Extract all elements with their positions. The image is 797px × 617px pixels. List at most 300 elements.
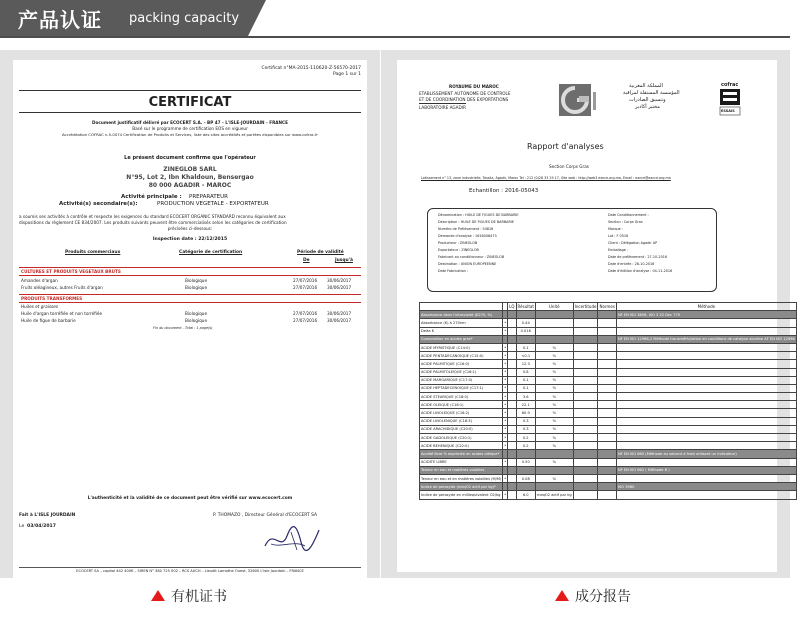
results-header-cell <box>420 303 503 311</box>
cofrac-label: cofrac <box>721 82 739 88</box>
header-title-cn: 产品认证 <box>18 8 102 32</box>
signature-image <box>261 522 323 556</box>
org-line-2: ETABLISSEMENT AUTONOME DE CONTROLE <box>419 91 511 96</box>
results-cell <box>598 409 616 417</box>
cert-basis: Basé sur le programme de certification EOS en vigueur <box>132 126 248 131</box>
report-address: Lotissement n° 13, zone industrielle, Tassila, Agadir, Maroc Tel : 212 (0)28 33 29 17, Site web : http://web3.eacce.org.ma, Email : eacce@eacce.org.ma <box>421 176 671 180</box>
secondary-activity: PRODUCTION VEGETALE - EXPORTATEUR <box>157 201 269 207</box>
header-banner <box>0 0 790 36</box>
results-cell <box>516 311 535 319</box>
results-cell <box>616 384 796 392</box>
results-cell: 0.1 <box>516 384 535 392</box>
results-cell: Teneur en eau et en matières volatiles (M/M) <box>420 474 503 482</box>
results-cell: ACIDE MARGARIQUE (C17:0) <box>420 376 503 384</box>
results-cell <box>508 393 516 401</box>
results-cell: 22.1 <box>516 401 535 409</box>
results-cell <box>573 417 598 425</box>
info-line: Fabricant ou conditionneur : ZINEGLOB <box>438 255 505 259</box>
row-to: 30/06/2017 <box>327 285 352 290</box>
results-cell <box>573 352 598 360</box>
results-row <box>420 483 797 491</box>
info-line: Emballage : <box>608 248 629 252</box>
results-cell <box>598 343 616 351</box>
results-cell <box>616 425 796 433</box>
info-line: Date d'édition d'analyse : 04-11-2016 <box>608 269 673 273</box>
results-cell <box>573 319 598 327</box>
certificate-document[interactable] <box>13 60 367 578</box>
triangle-icon <box>555 590 569 601</box>
results-cell <box>573 393 598 401</box>
results-cell: % <box>535 393 573 401</box>
results-cell <box>573 335 598 343</box>
col-category: Catégorie de certification <box>179 250 243 255</box>
info-line: Date Conditionnement : <box>608 213 649 217</box>
results-cell <box>508 474 516 482</box>
operator-address-1: N°95, Lot 2, Ibn Khaldoun, Bensergao <box>126 174 254 181</box>
results-cell: % <box>535 417 573 425</box>
results-cell <box>516 483 535 491</box>
results-cell <box>598 335 616 343</box>
results-cell <box>535 311 573 319</box>
secondary-activity-label: Activité(s) secondaire(s): <box>59 201 138 207</box>
results-row <box>420 450 797 458</box>
results-row <box>420 466 797 474</box>
results-cell: Indice de peroxyde (meqO2 actif par kg)* <box>420 483 503 491</box>
results-cell <box>598 393 616 401</box>
header-divider <box>0 36 790 38</box>
operator-name: ZINEGLOB SARL <box>163 166 217 173</box>
results-cell <box>598 401 616 409</box>
results-row <box>420 360 797 368</box>
main-activity-label: Activité principale : <box>121 194 182 200</box>
results-row <box>420 442 797 450</box>
results-cell: Indice de peroxyde en milliequivalent O2/kg <box>420 491 503 499</box>
org-line-3: ET DE COORDINATION DES EXPORTATIONS <box>419 97 509 102</box>
results-row <box>420 343 797 351</box>
results-cell <box>616 434 796 442</box>
row-product: Amandes d'argan <box>21 278 58 283</box>
results-row <box>420 311 797 319</box>
cert-body-2: dispositions du règlement CE 834/2007. Les produits suivants peuvent être commercialisés selon les catégories de certification <box>19 220 287 225</box>
info-line: Producteur : ZINEGLOB <box>438 241 478 245</box>
results-cell <box>508 311 516 319</box>
cert-rule-top <box>19 90 361 91</box>
results-cell: 0.3 <box>516 417 535 425</box>
results-cell <box>598 474 616 482</box>
results-cell <box>535 319 573 327</box>
results-table <box>419 302 797 500</box>
results-cell <box>508 335 516 343</box>
report-document[interactable] <box>397 60 795 572</box>
results-cell: 12.3 <box>516 360 535 368</box>
ar-line-4: مختبر أكادير <box>635 104 660 110</box>
results-cell <box>598 450 616 458</box>
results-cell: ACIDE MYRISTIQUE (C14:0) <box>420 343 503 351</box>
cert-date: 03/04/2017 <box>27 524 56 529</box>
results-cell: ACIDE GADOLEIQUE (C20:1) <box>420 434 503 442</box>
cofrac-sub: ESSAIS <box>721 109 735 113</box>
signer: P. THOMAZO , Directeur Général d'ECOCERT SA <box>213 513 317 518</box>
results-cell: ACIDE HEPTADECENOIQUE (C17:1) <box>420 384 503 392</box>
results-cell <box>508 450 516 458</box>
ar-line-1: المملكة المغربية <box>629 83 663 89</box>
row-product: Fruits oléagineux, autres Fruits d'argan <box>21 285 103 290</box>
results-cell <box>573 409 598 417</box>
row-product: Huile d'argan torréfiée et non torréfiée <box>21 311 103 316</box>
results-cell: * <box>503 384 508 392</box>
results-cell: % <box>535 376 573 384</box>
info-line: Date Fabrication : <box>438 269 469 273</box>
info-line: Client : Délégation Agadir AP <box>608 241 658 245</box>
results-cell <box>535 483 573 491</box>
results-cell: % <box>535 425 573 433</box>
results-cell: ACIDE LINOLENIQUE (C18:3) <box>420 417 503 425</box>
row-from: 27/07/2016 <box>293 318 318 323</box>
section1-rule <box>19 267 361 268</box>
results-row <box>420 393 797 401</box>
results-cell: * <box>503 327 508 335</box>
cert-confirm: Le présent document confirme que l'opérateur <box>124 155 256 161</box>
results-cell <box>573 343 598 351</box>
report-section: Section Corps Gras <box>549 164 589 169</box>
results-cell <box>535 466 573 474</box>
results-cell: * <box>503 491 508 499</box>
col-period: Période de validité <box>297 250 344 255</box>
end-note: Fin du document - Total : 1 page(s) <box>153 326 213 330</box>
results-header-cell: Incertitude <box>574 304 597 310</box>
results-cell <box>535 335 573 343</box>
results-cell: ACIDE PENTADECANOIQUE (C15:0) <box>420 352 503 360</box>
results-cell: * <box>503 409 508 417</box>
section1-rule-2 <box>19 275 361 276</box>
results-cell <box>508 491 516 499</box>
results-cell: * <box>503 417 508 425</box>
place: Fait à L'ISLE JOURDAIN <box>19 513 76 518</box>
results-cell <box>508 417 516 425</box>
results-cell: * <box>503 425 508 433</box>
results-cell <box>616 401 796 409</box>
row-category: Biologique <box>185 318 208 323</box>
results-cell <box>598 368 616 376</box>
info-line: Exportateur : ZINEGLOB <box>438 248 479 252</box>
results-cell: 0.1 <box>516 376 535 384</box>
col-from: De <box>303 258 310 263</box>
results-cell <box>598 352 616 360</box>
org-line-4: LABORATOIRE AGADIR <box>419 104 466 110</box>
results-cell <box>508 466 516 474</box>
results-cell <box>508 434 516 442</box>
info-line: Date de prélèvement : 27-10-2016 <box>608 255 668 259</box>
results-cell: % <box>535 384 573 392</box>
section2-rule <box>19 294 361 295</box>
footer-rule <box>19 567 361 568</box>
caption-left-text: 有机证书 <box>171 589 227 605</box>
results-row <box>420 434 797 442</box>
results-cell: 3.6 <box>516 393 535 401</box>
info-line: Demande d'analyse : 1616006473 <box>438 234 497 238</box>
results-cell <box>598 360 616 368</box>
info-line: Description : HUILE DE FIGUES DE BARBARIE <box>438 220 514 224</box>
results-cell <box>573 450 598 458</box>
results-cell <box>573 360 598 368</box>
results-cell <box>598 417 616 425</box>
results-cell: ACIDE ARACHIDIQUE (C20:0) <box>420 425 503 433</box>
results-row <box>420 409 797 417</box>
results-cell: 0.50 <box>516 458 535 466</box>
results-cell <box>598 483 616 491</box>
results-cell: ACIDE BEHENIQUE (C22:0) <box>420 442 503 450</box>
results-cell: Absorbance (K) à 270nm <box>420 319 503 327</box>
results-cell: * <box>503 434 508 442</box>
results-cell <box>616 327 796 335</box>
results-header-cell: LQ <box>509 304 515 310</box>
info-line: Date d'entrée : 28-10-2016 <box>608 262 655 266</box>
results-cell: % <box>535 343 573 351</box>
results-cell <box>508 327 516 335</box>
results-cell <box>598 458 616 466</box>
results-cell: 0.3 <box>516 425 535 433</box>
results-cell <box>616 319 796 327</box>
results-cell <box>616 343 796 351</box>
org-line-1: ROYAUME DU MAROC <box>449 84 499 89</box>
caption-right-text: 成分报告 <box>575 589 631 605</box>
results-cell <box>508 376 516 384</box>
results-cell: * <box>503 343 508 351</box>
results-cell: NF EN ISO 3656, ISO 3 32 Dec 779 <box>616 311 796 319</box>
section2-rule-2 <box>19 302 361 303</box>
results-cell <box>616 458 796 466</box>
results-cell: ACIDE PALMITIQUE (C16:0) <box>420 360 503 368</box>
results-cell <box>508 442 516 450</box>
results-cell <box>616 368 796 376</box>
cert-body-1: a soumis ses activités à contrôle et respecte les exigences du standard ECOCERT ORGANIC STANDARD reconnu équivalent aux <box>19 214 286 219</box>
results-cell <box>573 442 598 450</box>
info-line: Destination : UNION EUROPEENNE <box>438 262 497 266</box>
results-cell: 0.8 <box>516 368 535 376</box>
cert-rule-bottom <box>19 112 361 113</box>
results-cell <box>508 425 516 433</box>
results-cell <box>508 401 516 409</box>
results-row <box>420 335 797 343</box>
results-cell: ACIDE OLEIQUE (C18:1) <box>420 401 503 409</box>
results-row <box>420 368 797 376</box>
results-cell <box>508 368 516 376</box>
results-row <box>420 491 797 499</box>
cert-page: Page 1 sur 1 <box>333 72 361 77</box>
cert-body-3: précisées ci-dessous: <box>167 226 213 231</box>
results-cell: * <box>503 319 508 327</box>
results-header-cell: Résultat <box>517 304 534 310</box>
results-cell <box>573 376 598 384</box>
results-cell <box>573 458 598 466</box>
row-product: Huile de figue de barbarie <box>21 318 76 323</box>
results-cell <box>573 474 598 482</box>
results-header-cell: Normes <box>599 304 615 310</box>
results-cell: % <box>535 352 573 360</box>
results-cell: * <box>503 352 508 360</box>
header-title-en: packing capacity <box>129 11 240 26</box>
section-2-title: PRODUITS TRANSFORMES <box>21 296 83 301</box>
results-cell <box>573 327 598 335</box>
results-cell: % <box>535 368 573 376</box>
results-cell <box>598 442 616 450</box>
results-cell <box>516 466 535 474</box>
cert-issuer: Document justificatif délivré par ECOCERT S.A. - BP 47 - L'ISLE-JOURDAIN - FRANCE <box>92 120 288 125</box>
results-cell <box>598 384 616 392</box>
caption-right <box>555 586 631 606</box>
results-cell: ACIDITE LIBRE <box>420 458 503 466</box>
row-from: 27/07/2016 <box>293 311 318 316</box>
results-cell: ISO 3960 <box>616 483 796 491</box>
ar-line-3: وتنسيق الصادرات <box>629 97 666 103</box>
results-cell <box>573 368 598 376</box>
results-cell <box>573 483 598 491</box>
results-cell <box>535 450 573 458</box>
results-cell: * <box>503 474 508 482</box>
row-category: Biologique <box>185 311 208 316</box>
results-row <box>420 425 797 433</box>
cert-ref: Certificat n°MA-2015-110620-Z-56570-2017 <box>261 66 361 71</box>
results-cell: % <box>535 442 573 450</box>
results-cell <box>598 327 616 335</box>
results-cell: Absorbance dans l'ultraviolet (K270, %) <box>420 311 503 319</box>
results-cell: * <box>503 393 508 401</box>
results-cell <box>598 319 616 327</box>
results-cell <box>616 474 796 482</box>
results-cell: 0.016 <box>516 327 535 335</box>
results-cell <box>616 352 796 360</box>
results-row <box>420 417 797 425</box>
row-to: 30/06/2017 <box>327 318 352 323</box>
results-cell <box>598 311 616 319</box>
inspection-date: Inspection date : 22/12/2015 <box>152 237 228 242</box>
results-cell <box>508 384 516 392</box>
results-cell <box>508 458 516 466</box>
results-cell: * <box>503 442 508 450</box>
cert-title: CERTIFICAT <box>148 95 232 110</box>
results-row <box>420 327 797 335</box>
results-header-cell: Méthode <box>616 303 796 311</box>
results-cell <box>508 343 516 351</box>
results-row <box>420 474 797 482</box>
results-cell: % <box>535 434 573 442</box>
results-cell <box>598 491 616 499</box>
results-cell <box>516 450 535 458</box>
section-1-title: CULTURES ET PRODUITS VEGETAUX BRUTS <box>21 269 121 274</box>
results-cell: Teneur en eau et matières volatiles <box>420 466 503 474</box>
cert-footer: ECOCERT SA – capital 442 400€ – SIREN N° 380 725 002 – RCS AUCH – Lieudit Lamothe Ouest, 32600 L'Isle Jourdain – FRANCE <box>76 569 304 573</box>
info-line: Dénomination : HUILE DE FIGUES DE BARBARIE <box>438 213 519 217</box>
results-cell: meqO2 actif par kg <box>535 491 573 499</box>
results-cell: * <box>503 360 508 368</box>
results-cell <box>508 360 516 368</box>
results-row <box>420 458 797 466</box>
ar-line-2: المؤسسة المستقلة لمراقبة <box>623 90 680 96</box>
results-cell: 0.44 <box>516 319 535 327</box>
results-cell <box>573 434 598 442</box>
results-cell <box>616 376 796 384</box>
results-row <box>420 384 797 392</box>
main-activity: PREPARATEUR <box>189 194 228 200</box>
results-cell: ACIDE PALMITOLEIQUE (C16:1) <box>420 368 503 376</box>
info-line: Numéro de Prélèvement : 54816 <box>438 227 494 231</box>
results-row <box>420 319 797 327</box>
results-row <box>420 401 797 409</box>
row-from: 27/07/2016 <box>293 278 318 283</box>
results-cell <box>616 409 796 417</box>
results-cell: Composition en acides gras* <box>420 335 503 343</box>
results-cell: <0.1 <box>516 352 535 360</box>
results-cell: % <box>535 458 573 466</box>
row-category: Biologique <box>185 285 208 290</box>
results-cell: ACIDE STEARIQUE (C18:0) <box>420 393 503 401</box>
cert-accreditation: Accréditation COFRAC n.5-0074 Certification de Produits et Services, liste des sites accrédités et portées disponibles sur www.cofrac.fr <box>62 132 318 137</box>
results-cell <box>508 352 516 360</box>
results-cell: NF EN ISO 660 (Méthode au solvant à froid utilisant un indicateur) <box>616 450 796 458</box>
results-cell <box>573 466 598 474</box>
results-cell <box>598 376 616 384</box>
results-cell: 60.9 <box>516 409 535 417</box>
results-header-cell: Unité <box>535 303 573 311</box>
results-row <box>420 376 797 384</box>
results-cell: * <box>503 401 508 409</box>
results-row <box>420 352 797 360</box>
info-line: Section : Corps Gras <box>608 220 643 224</box>
results-header-row <box>420 303 797 311</box>
sample-id: Echantillon : 2016-05043 <box>469 188 539 194</box>
results-cell <box>508 319 516 327</box>
results-cell: ACIDE LINOLEIQUE (C18:2) <box>420 409 503 417</box>
row-category: Biologique <box>185 278 208 283</box>
results-cell <box>616 442 796 450</box>
eacce-logo <box>557 82 601 118</box>
results-cell <box>616 417 796 425</box>
results-cell: 0.2 <box>516 442 535 450</box>
results-cell <box>508 409 516 417</box>
results-cell <box>598 434 616 442</box>
results-cell <box>573 384 598 392</box>
results-cell: NF EN ISO 12966-2 Méthode transméthylation en conditions de catalyse alcaline AF EN ISO 12966 <box>616 335 796 343</box>
report-title: Rapport d'analyses <box>527 142 604 151</box>
operator-address-2: 80 000 AGADIR - MAROC <box>148 182 232 189</box>
row-to: 30/06/2017 <box>327 311 352 316</box>
results-cell <box>616 491 796 499</box>
results-cell: Acidité libre % exprimée en acides oléique* <box>420 450 503 458</box>
results-cell: NF EN ISO 662 ( Méthode B ) <box>616 466 796 474</box>
verify-note: L'authenticité et la validité de ce document peut être vérifié sur www.ecocert.com <box>87 496 293 501</box>
sample-info-box <box>427 208 717 292</box>
results-cell: % <box>535 401 573 409</box>
results-cell <box>616 360 796 368</box>
col-to: Jusqu'à <box>335 258 353 263</box>
results-cell: % <box>535 474 573 482</box>
results-cell <box>573 311 598 319</box>
date-label: Le <box>19 524 25 529</box>
triangle-icon <box>151 590 165 601</box>
results-cell: 0.1 <box>516 343 535 351</box>
results-cell <box>598 466 616 474</box>
results-cell <box>598 425 616 433</box>
results-cell: 6.0 <box>516 491 535 499</box>
col-products: Produits commerciaux <box>65 250 121 255</box>
results-cell <box>573 425 598 433</box>
results-cell <box>573 491 598 499</box>
results-cell <box>573 401 598 409</box>
row-from: 27/07/2016 <box>293 285 318 290</box>
results-cell <box>535 327 573 335</box>
results-cell: % <box>535 409 573 417</box>
results-cell <box>516 335 535 343</box>
